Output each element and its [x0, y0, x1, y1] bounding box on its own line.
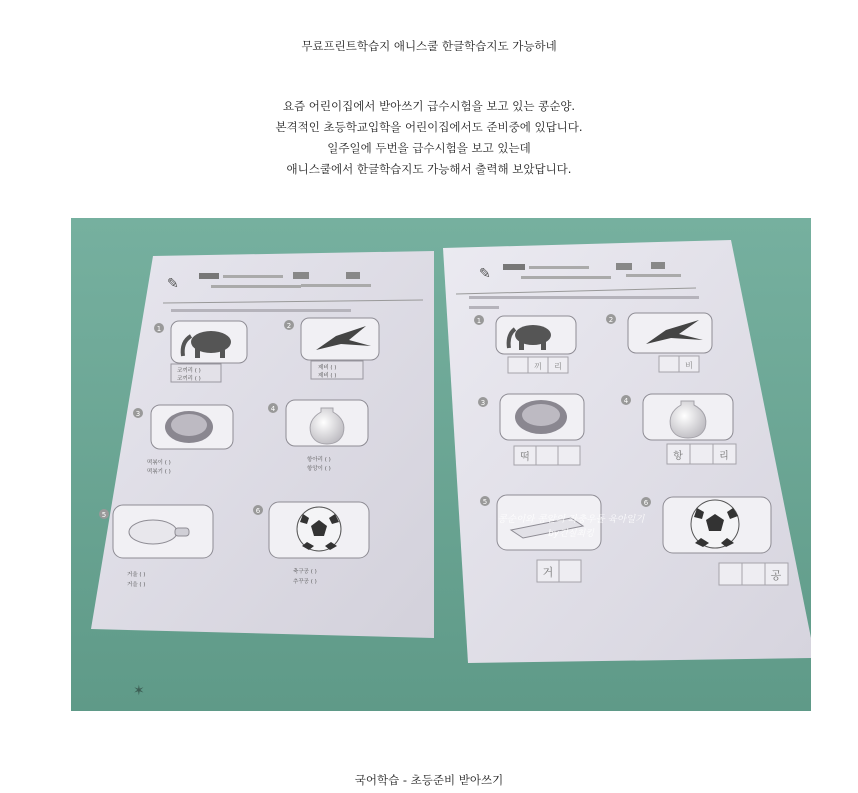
item-number: 6 — [643, 499, 649, 507]
photo-caption: 국어학습 - 초등준비 받아쓰기 — [354, 773, 504, 787]
option-2: 추꾸공 ( ) — [293, 579, 317, 585]
item-number: 5 — [101, 511, 107, 519]
item-number: 1 — [156, 325, 162, 333]
option-2: 코끼리 ( ) — [177, 376, 201, 382]
soccer-ball-image — [297, 507, 341, 551]
item-number: 4 — [623, 397, 629, 405]
answer-cell: 리 — [554, 362, 562, 371]
svg-text:✎: ✎ — [167, 276, 179, 292]
intro-line-3: 일주일에 두번을 급수시험을 보고 있는데 — [327, 141, 531, 155]
item-number: 2 — [286, 322, 292, 330]
item-number: 3 — [480, 399, 486, 407]
answer-cell: 공 — [770, 569, 782, 582]
soccer-ball-image — [691, 500, 739, 548]
option-1: 떡볶이 ( ) — [147, 460, 171, 466]
post-title: 무료프린트학습지 애니스쿨 한글학습지도 가능하네 — [301, 39, 557, 53]
watermark-line-1: 콩순이와 콩알의 좌충우돌 육아일기 — [497, 514, 645, 525]
item-number: 3 — [135, 410, 141, 418]
answer-cell: 떡 — [520, 452, 530, 463]
item-number: 1 — [476, 317, 482, 325]
item-number: 5 — [482, 498, 488, 506]
option-1: 거울 ( ) — [127, 572, 146, 578]
mirror-image — [129, 520, 177, 544]
svg-text:✶: ✶ — [133, 683, 145, 699]
intro-line-2: 본격적인 초등학교입학을 어린이집에서도 준비중에 있답니다. — [275, 120, 583, 134]
item-number: 2 — [608, 316, 614, 324]
option-1: 항아리 ( ) — [307, 457, 331, 463]
option-1: 코끼리 ( ) — [177, 368, 201, 374]
worksheet-photo — [71, 218, 811, 711]
option-2: 거을 ( ) — [127, 582, 146, 588]
answer-cell: 리 — [719, 451, 729, 462]
answer-cell: 끼 — [534, 362, 542, 371]
intro-line-4: 애니스쿨에서 한글학습지도 가능해서 출력해 보았답니다. — [286, 162, 572, 176]
intro-text — [0, 96, 858, 180]
option-1: 축구공 ( ) — [293, 569, 317, 575]
answer-cell: 항 — [673, 451, 683, 462]
answer-cell: 비 — [685, 361, 693, 370]
answer-cell: 거 — [542, 566, 554, 579]
item-number: 6 — [255, 507, 261, 515]
svg-text:✎: ✎ — [479, 266, 491, 282]
item-number: 4 — [270, 405, 276, 413]
intro-line-1: 요즘 어린이집에서 받아쓰기 급수시험을 보고 있는 콩순양. — [282, 99, 576, 113]
option-1: 제비 ( ) — [318, 365, 337, 371]
option-2: 항앙이 ( ) — [307, 466, 331, 472]
option-2: 제비 ( ) — [318, 373, 337, 379]
option-2: 떡볶기 ( ) — [147, 469, 171, 475]
watermark-line-2: by긴실최킹 — [548, 529, 594, 539]
